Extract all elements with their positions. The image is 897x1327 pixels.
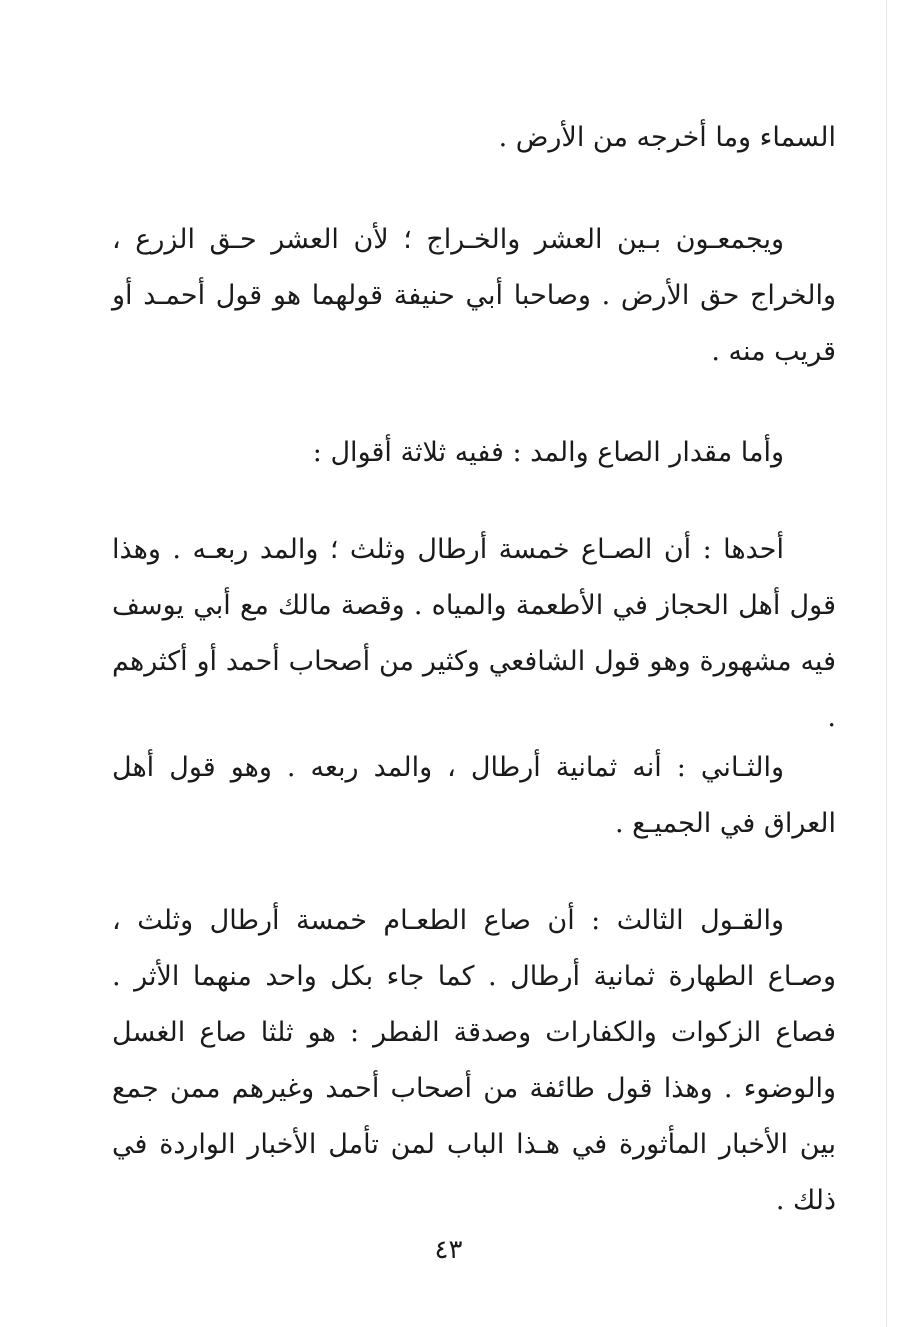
paragraph-6: والقـول الثالث : أن صاع الطعـام خمسة أرطال وثلث ، وصـاع الطهارة ثمانية أرطال . كما جاء بكل واحد منهما الأثر . فصاع الزكوات والكفارات وصدقة الفطر : هو ثلثا صاع الغسل والوضوء . وهذا قول طائفة من أصحاب أحمد وغيرهم ممن جمع بين الأخبار المأثورة في هـذا الباب لمن تأمل الأخبار الواردة في ذلك . <box>112 905 836 1216</box>
paragraph-1: السماء وما أخرجه من الأرض . <box>498 122 836 153</box>
paragraph-4: أحدها : أن الصـاع خمسة أرطال وثلث ؛ والمد ربعـه . وهذا قول أهل الحجاز في الأطعمة والمياه . وقصة مالك مع أبي يوسف فيه مشهورة وهو قول الشافعي وكثير من أصحاب أحمد أو أكثرهم . <box>112 534 836 733</box>
paragraph-2: ويجمعـون بـين العشر والخـراج ؛ لأن العشر حـق الزرع ، والخراج حق الأرض . وصاحبا أبي حنيفة قولهما هو قول أحمـد أو قريب منه . <box>112 224 836 367</box>
page-number: ٤٣ <box>434 1235 463 1265</box>
paragraph-5: والثـاني : أنه ثمانية أرطال ، والمد ربعه . وهو قول أهل العراق في الجميـع . <box>112 752 836 839</box>
page-edge-line <box>886 0 887 1327</box>
paragraph-3: وأما مقدار الصاع والمد : ففيه ثلاثة أقوال : <box>312 437 784 468</box>
